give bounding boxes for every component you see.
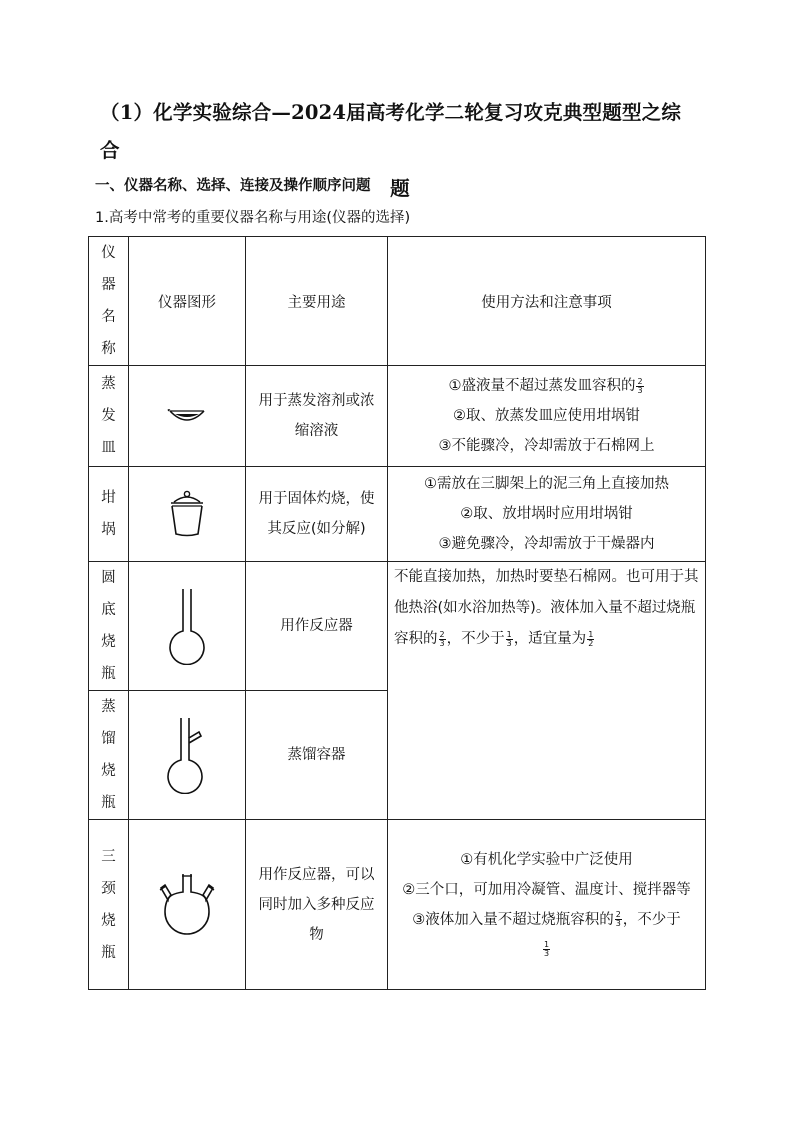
- three-neck-flask-icon: [155, 870, 219, 940]
- row-figure: [129, 467, 246, 562]
- subsection-heading: 1.高考中常考的重要仪器名称与用途(仪器的选择): [95, 210, 411, 226]
- row-name: 圆 底 烧 瓶: [89, 562, 129, 691]
- table-row: [89, 467, 706, 562]
- row-figure: [129, 691, 246, 820]
- row-figure: [129, 562, 246, 691]
- title-line-2: 题: [390, 177, 410, 200]
- row-use: 用于固体灼烧，使其反应(如分解): [246, 467, 388, 562]
- header-name: 仪 器 名 称: [89, 237, 129, 366]
- row-notes: ①有机化学实验中广泛使用 ②三个口，可加用冷凝管、温度计、搅拌器等 ③液体加入量不超过烧瓶容积的 $\frac{2}{3}$ ，不少于 $\frac{1}{3}$: [388, 820, 706, 990]
- table-header-row: [89, 237, 706, 366]
- row-figure: [129, 366, 246, 467]
- row-figure: [129, 820, 246, 990]
- row-name: 蒸 馏 烧 瓶: [89, 691, 129, 820]
- round-bottom-flask-icon: [167, 587, 207, 665]
- row-notes: ①盛液量不超过蒸发皿容积的 $\frac{2}{3}$ ②取、放蒸发皿应使用坩埚钳 ③不能骤冷，冷却需放于石棉网上: [388, 366, 706, 467]
- header-use: 主要用途: [246, 237, 388, 366]
- header-notes: 使用方法和注意事项: [388, 237, 706, 366]
- row-use: 用作反应器，可以同时加入多种反应物: [246, 820, 388, 990]
- row-notes-shared: 不能直接加热，加热时要垫石棉网。也可用于其他热浴(如水浴加热等)。液体加入量不超过烧瓶容积的 $\frac{2}{3}$ ，不少于 $\frac{1}{3}$ ，适宜量为 $\frac{1}{2}$: [388, 562, 706, 820]
- crucible-icon: [167, 490, 207, 538]
- table-row: [89, 820, 706, 990]
- row-use: 用于蒸发溶剂或浓缩溶液: [246, 366, 388, 467]
- row-notes: ①需放在三脚架上的泥三角上直接加热 ②取、放坩埚时应用坩埚钳 ③避免骤冷，冷却需放于干燥器内: [388, 467, 706, 562]
- row-name: 坩 埚: [89, 467, 129, 562]
- table-row: [89, 366, 706, 467]
- table-row: [89, 562, 706, 691]
- row-use: 用作反应器: [246, 562, 388, 691]
- instrument-table: [88, 236, 706, 990]
- section-heading: 一、仪器名称、选择、连接及操作顺序问题: [95, 178, 371, 194]
- row-name: 三 颈 烧 瓶: [89, 820, 129, 990]
- title-line-1: （1）化学实验综合—2024届高考化学二轮复习攻克典型题型之综合: [100, 101, 682, 162]
- evaporating-dish-icon: [167, 405, 207, 427]
- header-figure: 仪器图形: [129, 237, 246, 366]
- distillation-flask-icon: [165, 716, 209, 794]
- row-name: 蒸 发 皿: [89, 366, 129, 467]
- row-use: 蒸馏容器: [246, 691, 388, 820]
